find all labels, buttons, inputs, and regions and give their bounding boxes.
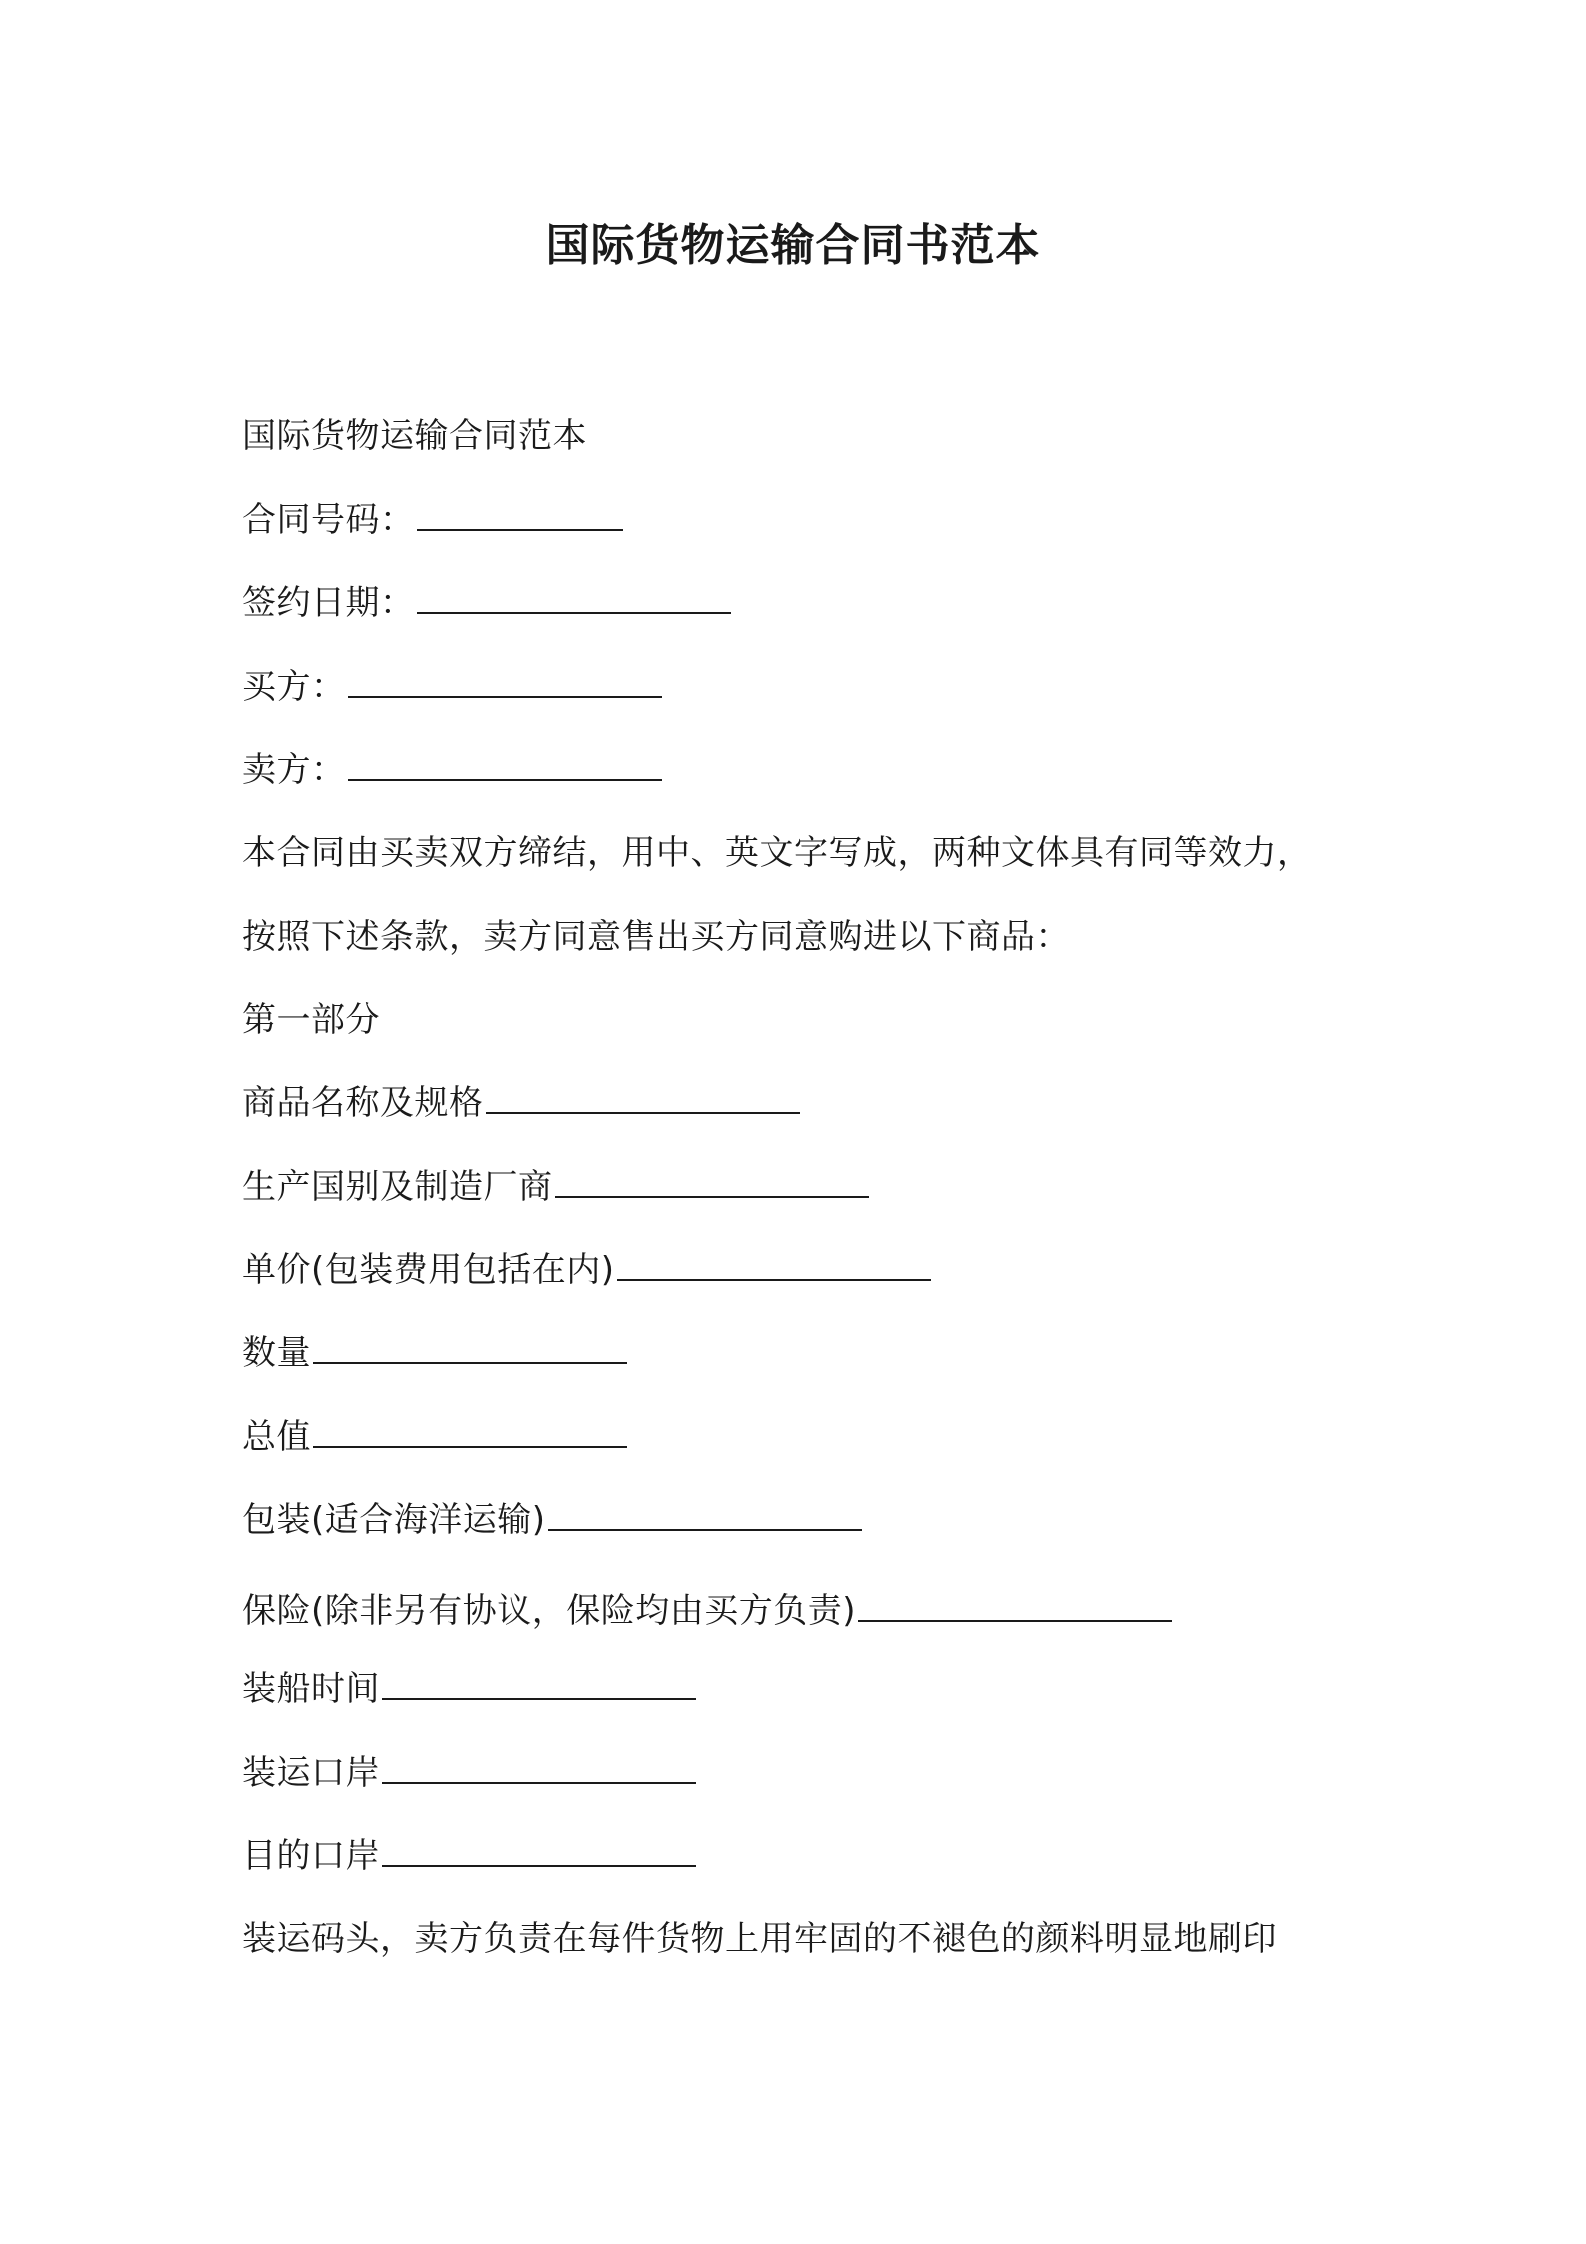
field-label: 签约日期： [242,583,415,623]
sign-date-field [242,581,731,625]
field-label: 生产国别及制造厂商 [242,1167,553,1207]
line-text: 本合同由买卖双方缔结，用中、英文字写成，两种文体具有同等效力， [242,833,1312,873]
fill-in-blank [486,1082,800,1114]
fill-in-blank [313,1332,627,1364]
field-label: 装船时间 [242,1669,380,1709]
field-label: 总值 [242,1417,311,1457]
fill-in-blank [858,1590,1172,1622]
unit-price-field [242,1248,931,1292]
section-heading [242,998,380,1042]
shipment-time-field [242,1667,696,1711]
port-of-loading-field [242,1751,696,1795]
fill-in-blank [417,582,731,614]
field-label: 数量 [242,1333,311,1373]
fill-in-blank [417,499,623,531]
field-label: 买方： [242,667,346,707]
line-text: 国际货物运输合同范本 [242,416,587,456]
document-title: 国际货物运输合同书范本 [545,220,1041,271]
fill-in-blank [313,1416,627,1448]
field-label: 目的口岸 [242,1836,380,1876]
field-label: 保险(除非另有协议，保险均由买方负责) [242,1591,857,1631]
field-label: 商品名称及规格 [242,1083,484,1123]
line-text: 按照下述条款，卖方同意售出买方同意购进以下商品： [242,917,1070,957]
paragraph-line [242,915,1070,959]
fill-in-blank [382,1668,696,1700]
paragraph-line [242,1917,1277,1961]
goods-name-field [242,1081,800,1125]
line-text: 装运码头，卖方负责在每件货物上用牢固的不褪色的颜料明显地刷印 [242,1919,1277,1959]
field-label: 装运口岸 [242,1753,380,1793]
packing-field [242,1498,862,1542]
paragraph-line [242,831,1312,875]
fill-in-blank [348,666,662,698]
field-label: 包装(适合海洋运输) [242,1500,546,1540]
buyer-field [242,665,662,709]
fill-in-blank [382,1752,696,1784]
port-of-destination-field [242,1834,696,1878]
field-label: 卖方： [242,750,346,790]
subtitle-line [242,414,587,458]
insurance-field [242,1589,1172,1633]
field-label: 单价(包装费用包括在内) [242,1250,615,1290]
fill-in-blank [548,1499,862,1531]
fill-in-blank [617,1249,931,1281]
field-label: 合同号码： [242,500,415,540]
contract-number-field [242,498,623,542]
line-text: 第一部分 [242,1000,380,1040]
total-value-field [242,1415,627,1459]
fill-in-blank [382,1835,696,1867]
quantity-field [242,1331,627,1375]
seller-field [242,748,662,792]
fill-in-blank [555,1166,869,1198]
fill-in-blank [348,749,662,781]
origin-manufacturer-field [242,1165,869,1209]
